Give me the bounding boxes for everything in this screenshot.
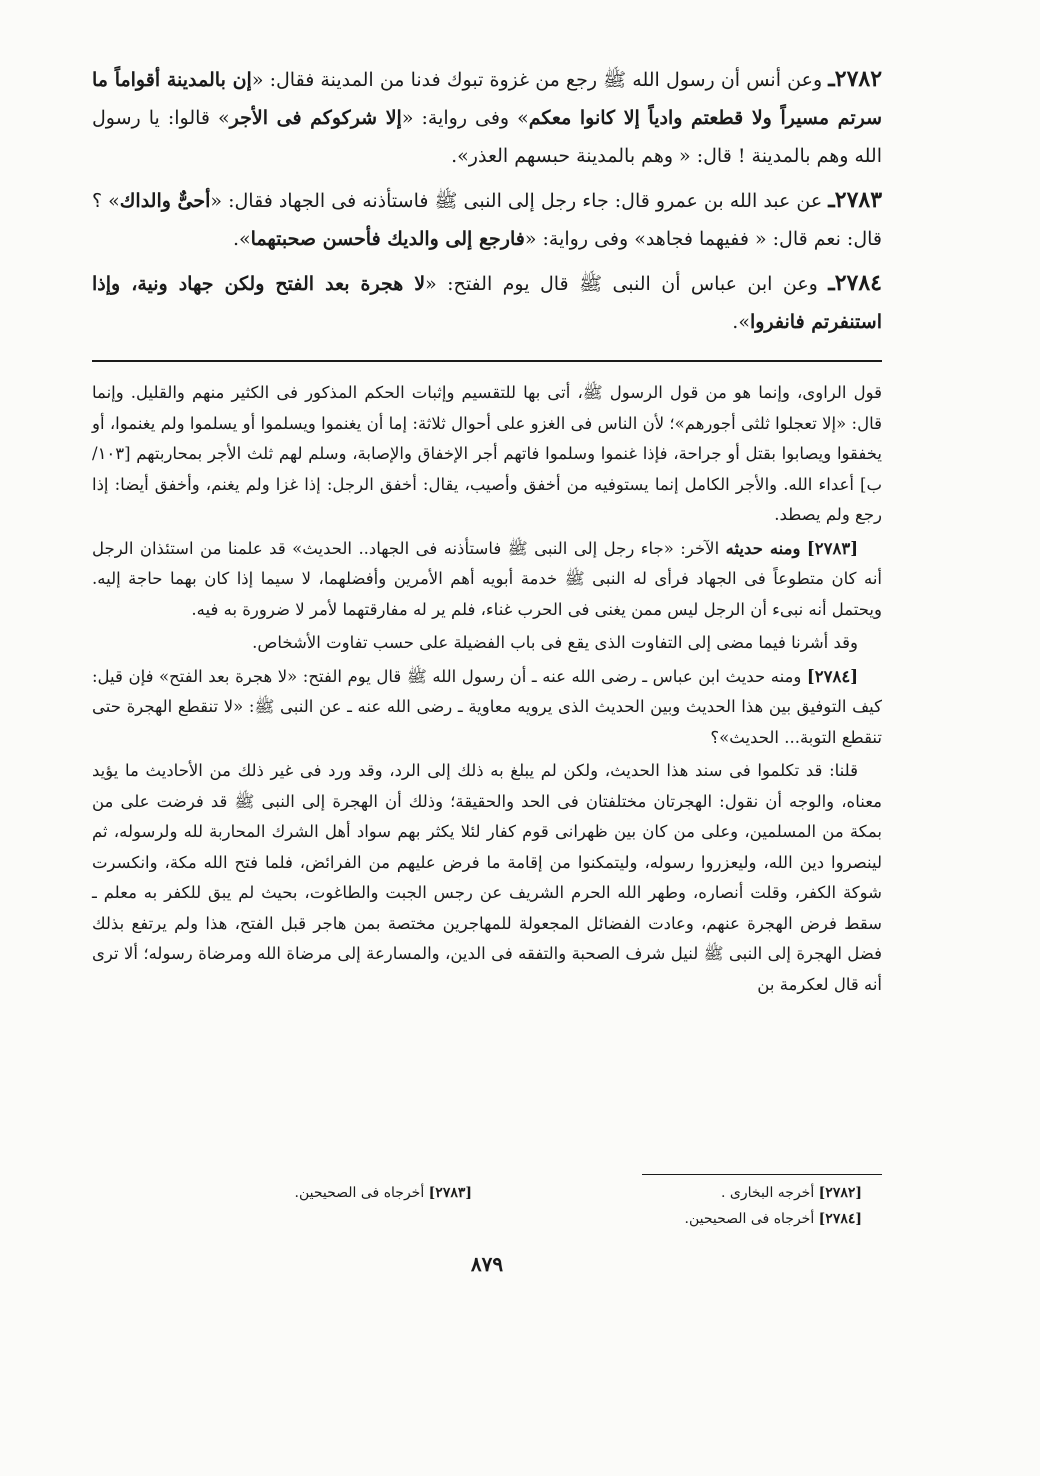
- hadith-text: عن عبد الله بن عمرو قال: جاء رجل إلى النبى ﷺ فاستأذنه فى الجهاد فقال: «: [210, 190, 823, 212]
- hadith-quote: إن بالمدينة أقواماً ما سرتم مسيراً ولا قطعتم وادياً إلا كانوا معكم: [92, 69, 883, 129]
- commentary-paragraph: [92, 662, 882, 754]
- commentary-text: الآخر: «جاء رجل إلى النبى ﷺ فاستأذنه فى الجهاد.. الحديث» قد علمنا من استئذان الرجل أنه كان متطوعاً فى الجهاد فرأى له النبى ﷺ خدمة أبويه أهم الأمرين وأفضلهما، لا سيما إذا كان بهما حاجة إليه. ويحتمل أنه نبىء أن الرجل ليس ممن يغنى فى الحرب غناء، فلم ير له مفارقتهما لأمر لا ضرورة به فيه.: [92, 538, 882, 619]
- footnotes: [92, 1180, 882, 1232]
- footnote-text: أخرجاه فى الصحيحين.: [294, 1185, 425, 1201]
- hadith-2782: [92, 60, 882, 175]
- hadith-quote: أحىٌّ والداك: [119, 190, 211, 212]
- section-divider: [92, 360, 882, 362]
- commentary-paragraph: [92, 534, 882, 626]
- commentary-number: [٢٧٨٣]: [806, 538, 858, 558]
- hadith-text: » وفى رواية: «: [401, 107, 529, 129]
- hadith-quote: فارجع إلى والديك فأحسن صحبتهما: [250, 228, 525, 250]
- hadith-number: ٢٧٨٢ـ: [828, 66, 883, 92]
- commentary-text: ومنه حديث ابن عباس ـ رضى الله عنه ـ أن رسول الله ﷺ قال يوم الفتح: «لا هجرة بعد الفتح» فإن قيل: كيف التوفيق بين هذا الحديث وبين الحديث الذى يرويه معاوية ـ رضى الله عنه ـ عن النبى ﷺ: «لا تنقطع الهجرة حتى تنقطع التوبة... الحديث»؟: [92, 666, 882, 747]
- hadith-text: وعن أنس أن رسول الله ﷺ رجع من غزوة تبوك فدنا من المدينة فقال: «: [251, 69, 823, 91]
- footnote: [532, 1206, 862, 1232]
- page: [92, 60, 882, 1440]
- commentary-paragraph: [92, 378, 882, 531]
- footnote-row: [92, 1180, 882, 1206]
- hadith-text: ».: [732, 311, 750, 333]
- hadith-quote: لا هجرة بعد الفتح ولكن جهاد ونية، وإذا استنفرتم فانفروا: [92, 273, 882, 333]
- footnote-number: [٢٧٨٢]: [818, 1185, 862, 1201]
- footnote-row: [92, 1206, 882, 1232]
- footnote-number: [٢٧٨٣]: [428, 1185, 472, 1201]
- hadith-number: ٢٧٨٤ـ: [828, 270, 882, 296]
- commentary: [92, 378, 882, 1003]
- hadith-text: » قالوا: يا رسول الله وهم بالمدينة ! قال: « وهم بالمدينة حبسهم العذر».: [92, 107, 882, 167]
- hadith-quote: إلا شركوكم فى الأجر: [229, 107, 402, 129]
- commentary-text: وقد أشرنا فيما مضى إلى التفاوت الذى يقع فى باب الفضيلة على حسب تفاوت الأشخاص.: [252, 633, 858, 652]
- commentary-text: قول الراوى، وإنما هو من قول الرسول ﷺ، أتى بها للتقسيم وإثبات الحكم المذكور فى الكثير منهم والقليل. وإنما قال: «إلا تعجلوا ثلثى أجورهم»؛ لأن الناس فى الغزو على أحوال ثلاثة: إما أن يغنموا ويسلموا أو يسلموا ولم يغنموا، أو يخفقوا ويصابوا بقتل أو جراحة، فإذا غنموا وسلموا فاتهم أجر الإخفاق والإصابة، وسلم لهم ثلث الأجر بمحاربتهم [١٠٣/ب] أعداء الله. والأجر الكامل إنما يستوفيه من أخفق وأصيب، يقال: أخفق الرجل: إذا غزا ولم يغنم، وأخفق أيضا: إذا رجع ولم يصطد.: [92, 383, 882, 524]
- commentary-lead: ومنه حديثه: [725, 538, 801, 558]
- hadith-text: ».: [232, 228, 251, 250]
- footnote-divider: [642, 1174, 882, 1175]
- commentary-number: [٢٧٨٤]: [806, 666, 858, 686]
- hadith-block: [92, 60, 882, 347]
- commentary-paragraph: [92, 756, 882, 1000]
- commentary-paragraph: [92, 628, 882, 659]
- footnote-number: [٢٧٨٤]: [818, 1211, 862, 1227]
- footnote-text: أخرجه البخارى .: [721, 1185, 815, 1201]
- footnote: [142, 1180, 472, 1206]
- hadith-number: ٢٧٨٣ـ: [828, 187, 883, 213]
- hadith-2783: [92, 181, 882, 258]
- footnote: [532, 1180, 862, 1206]
- hadith-2784: [92, 264, 882, 341]
- footnote-text: أخرجاه فى الصحيحين.: [684, 1211, 815, 1227]
- commentary-text: قلنا: قد تكلموا فى سند هذا الحديث، ولكن لم يبلغ به ذلك إلى الرد، وقد ورد فى غير ذلك من الأحاديث ما يؤيد معناه، والوجه أن نقول: الهجرتان مختلفتان فى الحد والحقيقة؛ وذلك أن الهجرة إلى النبى ﷺ قد فرضت على من بمكة من المسلمين، وعلى من كان بين ظهرانى قوم كفار لئلا يكثر بهم سواد أهل الشرك المحاربة لله ولرسوله، ثم لينصروا دين الله، وليعزروا رسوله، وليتمكنوا من إقامة ما فرض عليهم من الفرائض، فلما فتح الله مكة، وانكسرت شوكة الكفر، وقلت أنصاره، وطهر الله الحرم الشريف عن رجس الجبت والطاغوت، بحيث لم يبق للكفر به معلم ـ سقط فرض الهجرة عنهم، وعادت الفضائل المجعولة للمهاجرين مختصة بمن هاجر قبل الفتح، هذا ولم يرتفع بذلك فضل الهجرة إلى النبى ﷺ لنيل شرف الصحبة والتفقه فى الدين، والمسارعة إلى مرضاة الله ومرضاة رسوله؛ ألا ترى أنه قال لعكرمة بن: [92, 761, 882, 994]
- hadith-text: وعن ابن عباس أن النبى ﷺ قال يوم الفتح: «: [425, 273, 818, 295]
- page-number: ٨٧٩: [470, 1252, 504, 1276]
- hadith-text: » ؟ قال: نعم قال: « ففيهما فجاهد» وفى رواية: «: [92, 190, 882, 250]
